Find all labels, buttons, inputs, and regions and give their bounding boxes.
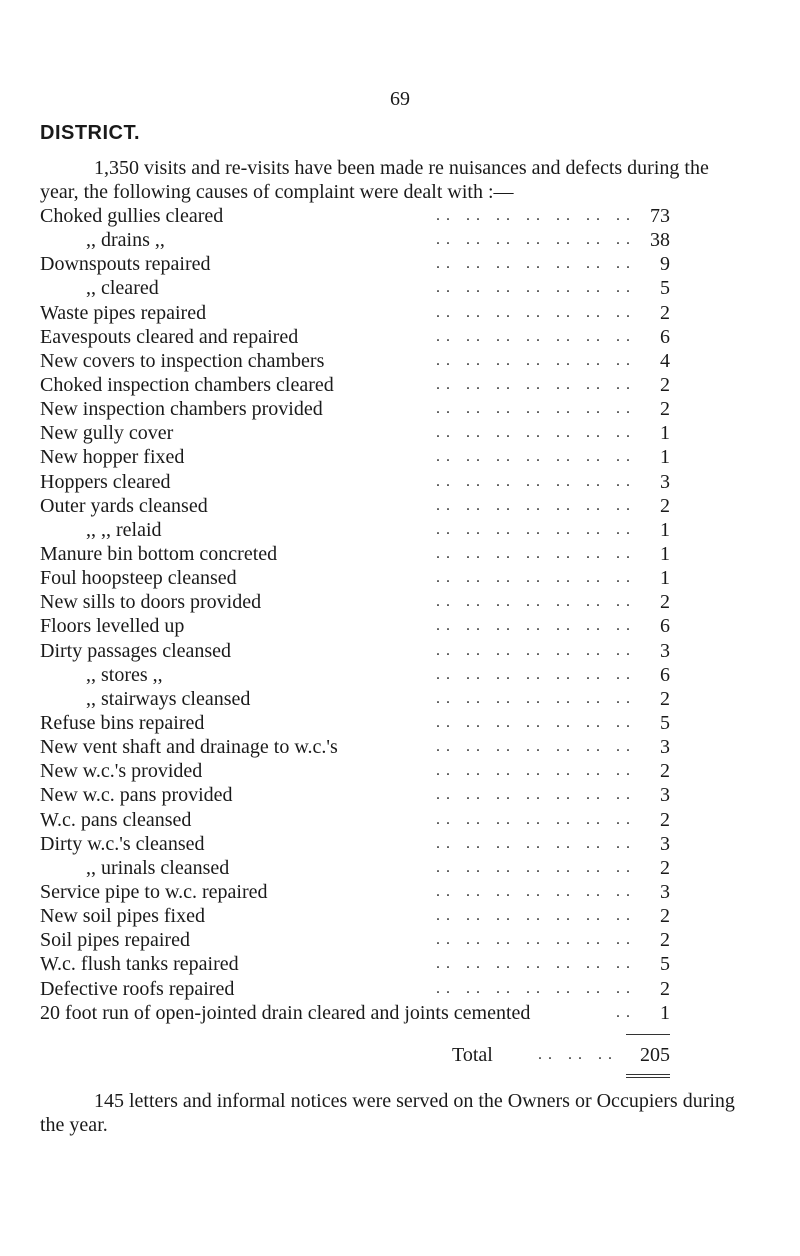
item-count: 5 <box>660 953 670 976</box>
leader-dots: .. .. .. .. .. .. .. <box>436 327 636 345</box>
section-heading: DISTRICT. <box>40 122 141 144</box>
item-count: 2 <box>660 977 670 1000</box>
item-count: 2 <box>660 373 670 396</box>
leader-dots: .. .. .. .. .. .. .. <box>436 738 636 756</box>
item-count: 1 <box>660 422 670 445</box>
leader-dots: .. .. .. .. .. .. .. <box>436 882 636 900</box>
item-count: 2 <box>660 398 670 421</box>
list-item <box>40 470 670 494</box>
leader-dots: .. .. .. .. .. .. .. <box>436 448 636 466</box>
item-count: 2 <box>660 687 670 710</box>
item-count: 73 <box>650 205 670 227</box>
item-count: 1 <box>660 446 670 469</box>
leader-dots: .. .. .. .. .. .. .. <box>436 762 636 780</box>
item-label: Dirty w.c.'s cleansed <box>40 832 205 855</box>
item-label: New inspection chambers provided <box>40 398 323 421</box>
item-label: Dirty passages cleansed <box>40 639 232 662</box>
leader-dots: .. .. .. .. .. .. .. <box>436 979 636 997</box>
leader-dots: .. .. .. .. .. .. .. <box>436 617 636 635</box>
total-value: 205 <box>640 1044 670 1066</box>
leader-dots: .. .. .. .. .. .. .. <box>436 834 636 852</box>
leader-dots: .. .. .. <box>538 1046 618 1063</box>
leader-dots: .. .. .. .. .. .. .. <box>436 641 636 659</box>
list-item <box>40 301 670 325</box>
leader-dots: .. .. .. .. .. .. .. <box>436 472 636 490</box>
item-count: 3 <box>660 784 670 807</box>
item-label: Eavespouts cleared and repaired <box>40 325 299 348</box>
item-count: 9 <box>660 253 670 276</box>
list-item <box>40 663 670 687</box>
leader-dots: .. .. .. .. .. .. .. <box>436 593 636 611</box>
leader-dots: .. <box>616 1003 636 1021</box>
item-count: 6 <box>660 615 670 638</box>
leader-dots: .. .. .. .. .. .. .. <box>436 255 636 273</box>
item-label: Foul hoopsteep cleansed <box>40 567 237 590</box>
item-label: ,, ,, relaid <box>86 518 162 541</box>
list-item <box>40 711 670 735</box>
list-item <box>40 397 670 421</box>
item-count: 2 <box>660 591 670 614</box>
list-item <box>40 880 670 904</box>
complaints-list <box>40 204 670 1025</box>
item-label: ,, urinals cleansed <box>86 856 230 879</box>
item-label: Choked inspection chambers cleared <box>40 373 334 396</box>
list-item <box>40 373 670 397</box>
item-label: ,, drains ,, <box>86 229 165 252</box>
item-label: ,, cleared <box>86 277 159 300</box>
footer-line-2: the year. <box>40 1114 108 1136</box>
item-count: 1 <box>660 518 670 541</box>
leader-dots: .. .. .. .. .. .. .. <box>436 279 636 297</box>
item-count: 2 <box>660 494 670 517</box>
item-label: ,, stairways cleansed <box>86 687 251 710</box>
leader-dots: .. .. .. .. .. .. .. <box>436 665 636 683</box>
total-rule-bottom-2 <box>626 1077 670 1078</box>
item-count: 3 <box>660 880 670 903</box>
item-label: New hopper fixed <box>40 446 185 469</box>
list-item <box>40 952 670 976</box>
item-count: 6 <box>660 663 670 686</box>
item-label: New vent shaft and drainage to w.c.'s <box>40 736 338 759</box>
leader-dots: .. .. .. .. .. .. .. <box>436 544 636 562</box>
item-count: 1 <box>660 542 670 565</box>
total-rule-top <box>626 1034 670 1035</box>
list-item <box>40 832 670 856</box>
item-label: Outer yards cleansed <box>40 494 208 517</box>
item-label: W.c. flush tanks repaired <box>40 953 239 976</box>
item-count: 3 <box>660 736 670 759</box>
list-item <box>40 204 670 228</box>
item-label: ,, stores ,, <box>86 663 163 686</box>
item-label: Hoppers cleared <box>40 470 171 493</box>
list-item <box>40 639 670 663</box>
total-row <box>452 1043 670 1067</box>
list-item <box>40 977 670 1001</box>
item-label: Floors levelled up <box>40 615 185 638</box>
item-label: New gully cover <box>40 422 174 445</box>
item-label: Service pipe to w.c. repaired <box>40 880 268 903</box>
list-item <box>40 325 670 349</box>
leader-dots: .. .. .. .. .. .. .. <box>436 955 636 973</box>
list-item <box>40 590 670 614</box>
footer-paragraph <box>40 1089 800 1137</box>
leader-dots: .. .. .. .. .. .. .. <box>436 303 636 321</box>
list-item <box>40 445 670 469</box>
item-count: 2 <box>660 808 670 831</box>
leader-dots: .. .. .. .. .. .. .. <box>436 810 636 828</box>
leader-dots: .. .. .. .. .. .. .. <box>436 424 636 442</box>
leader-dots: .. .. .. .. .. .. .. <box>436 520 636 538</box>
list-item <box>40 252 670 276</box>
list-item <box>40 928 670 952</box>
total-rule-bottom-1 <box>626 1074 670 1075</box>
list-item <box>40 421 670 445</box>
item-count: 38 <box>650 229 670 252</box>
item-count: 4 <box>660 349 670 372</box>
list-item <box>40 276 670 300</box>
item-label: New w.c. pans provided <box>40 784 233 807</box>
leader-dots: .. .. .. .. .. .. .. <box>436 400 636 418</box>
item-label: W.c. pans cleansed <box>40 808 192 831</box>
leader-dots: .. .. .. .. .. .. .. <box>436 375 636 393</box>
item-label: New sills to doors provided <box>40 591 262 614</box>
item-count: 2 <box>660 905 670 928</box>
list-item <box>40 566 670 590</box>
leader-dots: .. .. .. .. .. .. .. <box>436 569 636 587</box>
list-item <box>40 349 670 373</box>
item-label: Waste pipes repaired <box>40 301 207 324</box>
list-item <box>40 518 670 542</box>
list-item <box>40 494 670 518</box>
item-label: New soil pipes fixed <box>40 905 205 928</box>
item-count: 2 <box>660 760 670 783</box>
item-label: New w.c.'s provided <box>40 760 203 783</box>
list-item <box>40 542 670 566</box>
item-count: 3 <box>660 639 670 662</box>
leader-dots: .. .. .. .. .. .. .. <box>436 689 636 707</box>
item-label: Manure bin bottom concreted <box>40 542 278 565</box>
item-label: 20 foot run of open-jointed drain cleared and joints cemented <box>40 1001 531 1024</box>
list-item <box>40 759 670 783</box>
item-count: 5 <box>660 277 670 300</box>
page-number: 69 <box>390 88 410 110</box>
leader-dots: .. .. .. .. .. .. .. <box>436 786 636 804</box>
item-count: 1 <box>660 567 670 590</box>
list-item <box>40 808 670 832</box>
item-label: New covers to inspection chambers <box>40 349 325 372</box>
item-label: Choked gullies cleared <box>40 205 224 227</box>
list-item <box>40 735 670 759</box>
item-label: Defective roofs repaired <box>40 977 235 1000</box>
intro-paragraph <box>40 156 800 204</box>
item-label: Refuse bins repaired <box>40 711 205 734</box>
item-count: 2 <box>660 301 670 324</box>
list-item <box>40 614 670 638</box>
item-count: 3 <box>660 470 670 493</box>
item-label: Downspouts repaired <box>40 253 211 276</box>
item-count: 3 <box>660 832 670 855</box>
leader-dots: .. .. .. .. .. .. .. <box>436 907 636 925</box>
leader-dots: .. .. .. .. .. .. .. <box>436 231 636 249</box>
item-count: 2 <box>660 929 670 952</box>
list-item <box>40 856 670 880</box>
leader-dots: .. .. .. .. .. .. .. <box>436 713 636 731</box>
intro-line-2: year, the following causes of complaint were dealt with :— <box>40 181 514 203</box>
item-count: 1 <box>660 1001 670 1024</box>
list-item <box>40 783 670 807</box>
item-count: 2 <box>660 856 670 879</box>
item-count: 5 <box>660 711 670 734</box>
leader-dots: .. .. .. .. .. .. .. <box>436 931 636 949</box>
item-label: Soil pipes repaired <box>40 929 190 952</box>
footer-line-1: 145 letters and informal notices were served on the Owners or Occupiers during <box>94 1090 735 1112</box>
list-item <box>40 228 670 252</box>
leader-dots: .. .. .. .. .. .. .. <box>436 496 636 514</box>
leader-dots: .. .. .. .. .. .. .. <box>436 207 636 224</box>
leader-dots: .. .. .. .. .. .. .. <box>436 351 636 369</box>
leader-dots: .. .. .. .. .. .. .. <box>436 858 636 876</box>
item-count: 6 <box>660 325 670 348</box>
list-item <box>40 904 670 928</box>
intro-line-1: 1,350 visits and re-visits have been made re nuisances and defects during the <box>94 157 709 179</box>
list-item <box>40 1001 670 1025</box>
total-label: Total <box>452 1044 493 1066</box>
list-item <box>40 687 670 711</box>
